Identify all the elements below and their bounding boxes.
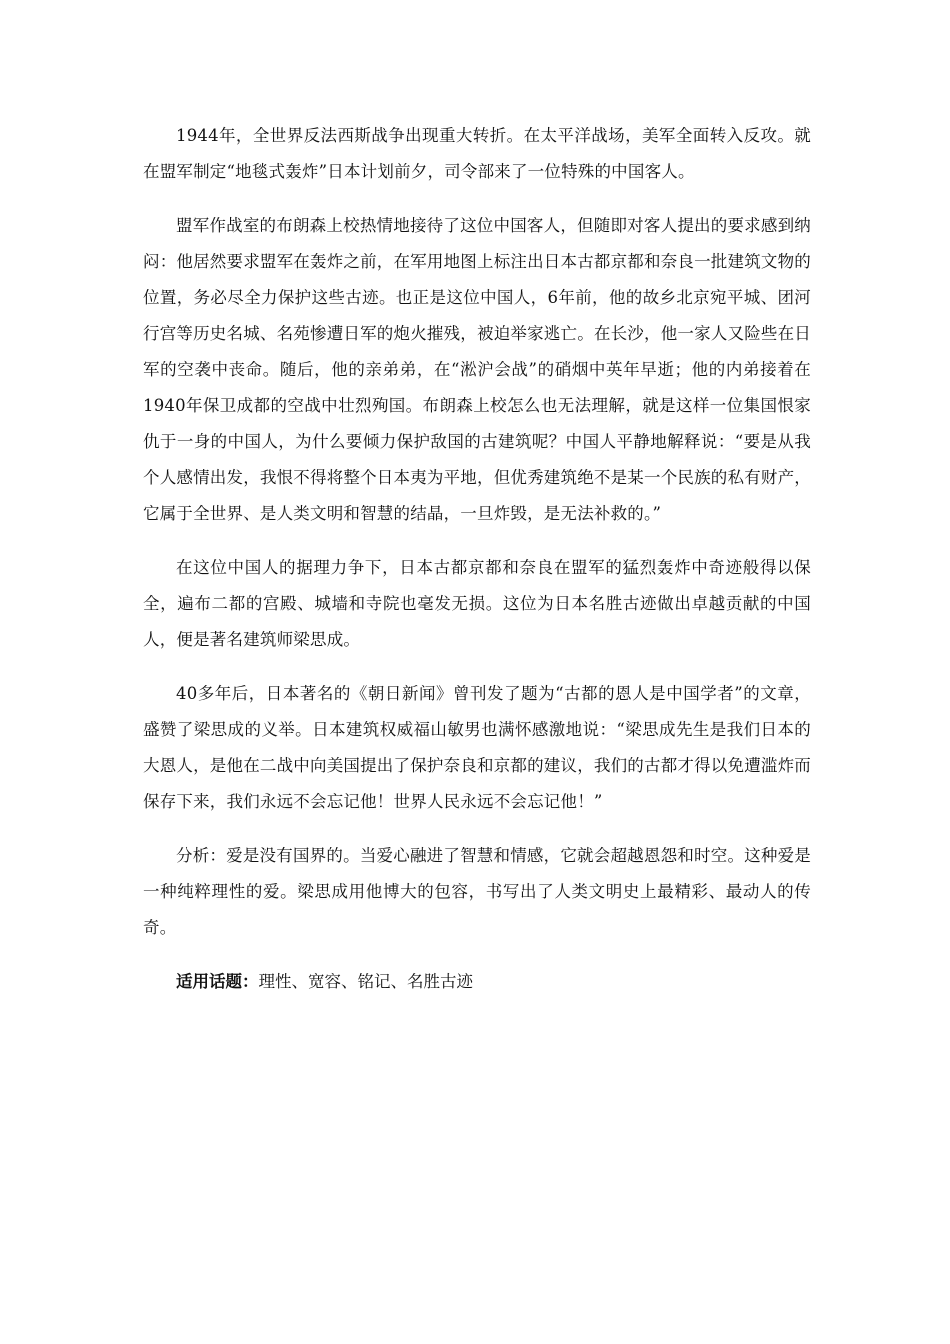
paragraph-kyoto-nara-preserved: 在这位中国人的据理力争下，日本古都京都和奈良在盟军的猛烈轰炸中奇迹般得以保全，遍布二都的宫殿、城墙和寺院也毫发无损。这位为日本名胜古迹做出卓越贡献的中国人，便是著名建筑师梁思成。 (143, 558, 811, 649)
document-page (143, 118, 811, 1000)
paragraph-colonel-bronson: 盟军作战室的布朗森上校热情地接待了这位中国客人，但随即对客人提出的要求感到纳闷：他居然要求盟军在轰炸之前，在军用地图上标注出日本古都京都和奈良一批建筑文物的位置，务必尽全力保护这些古迹。也正是这位中国人，6年前，他的故乡北京宛平城、团河行宫等历史名城、名苑惨遭日军的炮火摧残，被迫举家逃亡。在长沙，他一家人又险些在日军的空袭中丧命。随后，他的亲弟弟，在“淞沪会战”的硝烟中英年早逝；他的内弟接着在1940年保卫成都的空战中壮烈殉国。布朗森上校怎么也无法理解，就是这样一位集国恨家仇于一身的中国人，为什么要倾力保护敌国的古建筑呢？中国人平静地解释说：“要是从我个人感情出发，我恨不得将整个日本夷为平地，但优秀建筑绝不是某一个民族的私有财产，它属于全世界、是人类文明和智慧的结晶，一旦炸毁，是无法补救的。” (143, 216, 811, 523)
paragraph-asahi-shimbun: 40多年后，日本著名的《朝日新闻》曾刊发了题为“古都的恩人是中国学者”的文章，盛赞了梁思成的义举。日本建筑权威福山敏男也满怀感激地说：“梁思成先生是我们日本的大恩人，是他在二战中向美国提出了保护奈良和京都的建议，我们的古都才得以免遭滥炸而保存下来，我们永远不会忘记他！世界人民永远不会忘记他！” (143, 684, 811, 811)
applicable-topics-value: 理性、宽容、铭记、名胜古迹 (258, 972, 473, 991)
applicable-topics (143, 964, 811, 1000)
applicable-topics-label: 适用话题： (176, 972, 259, 991)
paragraph-analysis: 分析：爱是没有国界的。当爱心融进了智慧和情感，它就会超越恩怨和时空。这种爱是一种纯粹理性的爱。梁思成用他博大的包容，书写出了人类文明史上最精彩、最动人的传奇。 (143, 846, 811, 937)
paragraph-1944-turning-point: 1944年，全世界反法西斯战争出现重大转折。在太平洋战场，美军全面转入反攻。就在盟军制定“地毯式轰炸”日本计划前夕，司令部来了一位特殊的中国客人。 (143, 126, 811, 181)
